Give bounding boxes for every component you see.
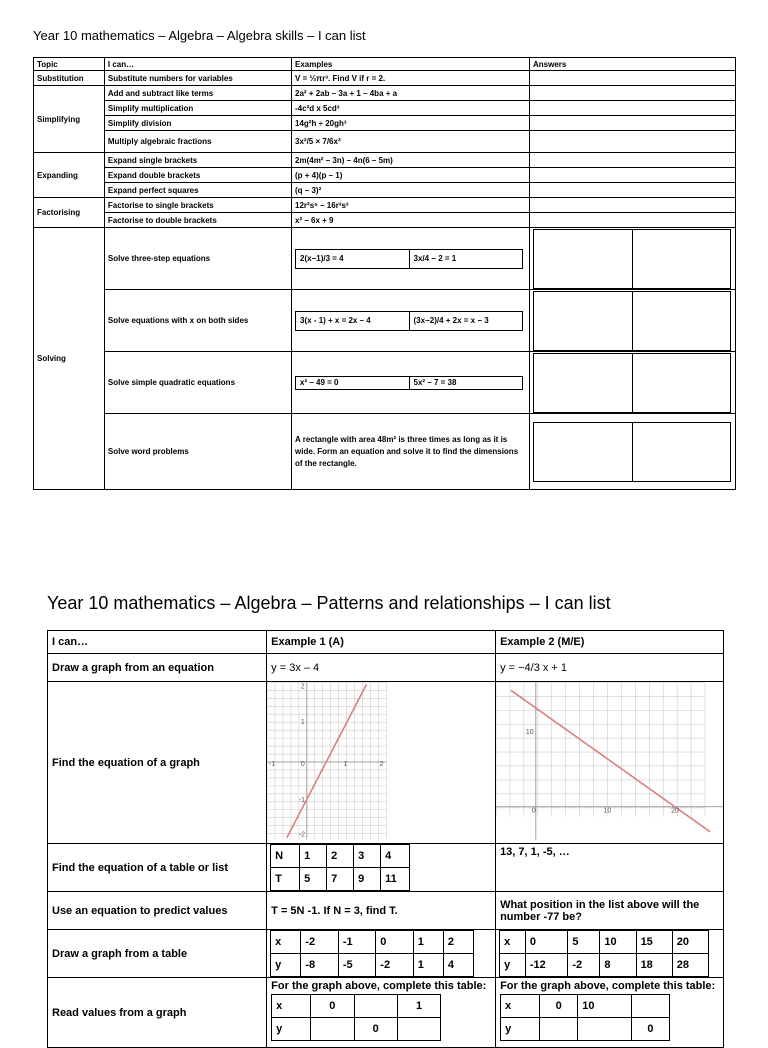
table-row (48, 978, 724, 1048)
example-cell: x² – 6x + 9 (292, 213, 530, 228)
header-ican: I can… (48, 631, 267, 654)
header-ican: I can… (104, 58, 291, 71)
ican-cell: Simplify division (104, 116, 291, 131)
example2-cell: y = −4/3 x + 1 (496, 654, 724, 682)
ican-cell: Expand perfect squares (104, 183, 291, 198)
ican-cell: Expand single brackets (104, 153, 291, 168)
answer-cell[interactable] (529, 228, 735, 290)
answer-box[interactable] (533, 229, 731, 289)
table-cell: -12 (525, 954, 567, 977)
table-cell[interactable] (354, 995, 397, 1018)
topic-cell: Factorising (34, 198, 105, 228)
nt-table (270, 844, 410, 891)
read-table[interactable] (500, 994, 670, 1041)
example-cell: 12r²s⁵ – 16r³s³ (292, 198, 530, 213)
table-cell: 2 (443, 931, 473, 954)
table-cell: 20 (672, 931, 708, 954)
example1-cell (267, 930, 496, 978)
header-row (34, 58, 736, 71)
table-cell: -2 (376, 954, 413, 977)
example2-cell: 13, 7, 1, -5, … (496, 844, 724, 892)
answer-box[interactable] (533, 353, 731, 413)
algebra-skills-table (33, 57, 736, 490)
equation-a: 2(x−1)/3 = 4 (300, 254, 344, 263)
ican-cell: Draw a graph from an equation (48, 654, 267, 682)
table-cell: x (501, 995, 540, 1018)
table-cell: y (500, 954, 526, 977)
ican-cell: Factorise to double brackets (104, 213, 291, 228)
example2-cell (496, 978, 724, 1048)
table-cell: 8 (600, 954, 636, 977)
xy-table (270, 930, 474, 977)
answer-box[interactable] (533, 291, 731, 351)
table-cell: 4 (381, 845, 410, 868)
answer-cell[interactable] (529, 71, 735, 86)
equation-b: 5x² – 7 = 38 (409, 377, 523, 389)
patterns-table (47, 630, 724, 1048)
table-cell: 28 (672, 954, 708, 977)
tick-label: 2 (379, 760, 384, 768)
ican-cell: Find the equation of a graph (48, 682, 267, 844)
example-cell: (p + 4)(p – 1) (292, 168, 530, 183)
table-row (48, 930, 724, 978)
tick-label: 0 (301, 760, 305, 768)
table-row (48, 892, 724, 930)
table-cell[interactable] (397, 1018, 440, 1041)
answer-cell[interactable] (529, 153, 735, 168)
table-cell[interactable] (311, 1018, 354, 1041)
table-row (48, 682, 724, 844)
instruction-text: For the graph above, complete this table: (271, 980, 487, 992)
example-cell (292, 290, 530, 352)
table-cell: -8 (301, 954, 338, 977)
table-cell: 3 (354, 845, 381, 868)
ican-cell: Solve equations with x on both sides (104, 290, 291, 352)
table-cell[interactable]: 0 (311, 995, 354, 1018)
table-row (34, 183, 736, 198)
answer-box[interactable] (533, 422, 731, 482)
ican-cell: Add and subtract like terms (104, 86, 291, 101)
topic-cell: Simplifying (34, 86, 105, 153)
tick-label: 10 (603, 807, 612, 815)
example-cell: (q – 3)² (292, 183, 530, 198)
example-cell: 2m(4m² – 3n) – 4n(6 – 5m) (292, 153, 530, 168)
xy-table (499, 930, 709, 977)
table-row (34, 131, 736, 153)
table-cell: 5 (568, 931, 600, 954)
example-cell: 2a² + 2ab – 3a + 1 – 4ba + a (292, 86, 530, 101)
table-cell[interactable] (578, 1018, 632, 1041)
table-cell[interactable] (540, 1018, 578, 1041)
tick-label: -1 (269, 760, 276, 768)
header-row (48, 631, 724, 654)
table-row (34, 101, 736, 116)
tick-label: 2 (301, 683, 305, 691)
table-cell: 15 (636, 931, 672, 954)
table-cell: y (271, 954, 301, 977)
table-cell: -1 (338, 931, 375, 954)
table-cell: -5 (338, 954, 375, 977)
ican-cell: Substitute numbers for variables (104, 71, 291, 86)
example-cell (292, 352, 530, 414)
answer-cell[interactable] (529, 86, 735, 101)
table-row (48, 844, 724, 892)
answer-cell[interactable] (529, 116, 735, 131)
topic-cell: Expanding (34, 153, 105, 198)
example-cell: A rectangle with area 48m² is three times as long as it is wide. Form an equation and solve it to find the dimensions of the rectangle. (292, 414, 530, 490)
table-cell: x (271, 931, 301, 954)
example2-cell (496, 930, 724, 978)
table-row (34, 198, 736, 213)
table-cell: 0 (376, 931, 413, 954)
table-cell: 1 (300, 845, 327, 868)
example-cell: -4c²d x 5cd³ (292, 101, 530, 116)
ican-cell: Draw a graph from a table (48, 930, 267, 978)
table-row (48, 654, 724, 682)
header-answers: Answers (529, 58, 735, 71)
tick-label: 10 (525, 729, 534, 737)
instruction-text: For the graph above, complete this table: (500, 980, 716, 992)
table-cell: 1 (413, 931, 443, 954)
table-row (34, 352, 736, 414)
table-row (34, 71, 736, 86)
table-row (34, 86, 736, 101)
answer-cell[interactable] (529, 183, 735, 198)
example1-cell: T = 5N -1. If N = 3, find T. (267, 892, 496, 930)
equation-a: x² – 49 = 0 (300, 378, 339, 387)
section1-title: Year 10 mathematics – Algebra – Algebra skills – I can list (33, 28, 366, 43)
table-cell: 0 (525, 931, 567, 954)
table-cell: -2 (301, 931, 338, 954)
header-example1: Example 1 (A) (267, 631, 496, 654)
example1-cell (267, 844, 496, 892)
table-row (34, 290, 736, 352)
table-row (34, 213, 736, 228)
table-cell[interactable]: 1 (397, 995, 440, 1018)
ican-cell: Read values from a graph (48, 978, 267, 1048)
table-cell: y (272, 1018, 311, 1041)
topic-cell: Solving (34, 228, 105, 490)
table-cell[interactable]: 10 (578, 995, 632, 1018)
ican-cell: Use an equation to predict values (48, 892, 267, 930)
table-cell: 11 (381, 868, 410, 891)
tick-label: 0 (531, 807, 536, 815)
table-row (34, 168, 736, 183)
equation-box (295, 376, 523, 390)
equation-a: 3(x - 1) + x = 2x – 4 (300, 316, 371, 325)
ican-cell: Solve three-step equations (104, 228, 291, 290)
example-cell: 3x²/5 × 7/6x² (292, 131, 530, 153)
answer-cell[interactable] (529, 414, 735, 490)
table-cell[interactable] (631, 995, 669, 1018)
answer-cell[interactable] (529, 198, 735, 213)
table-cell: x (272, 995, 311, 1018)
table-cell[interactable]: 0 (354, 1018, 397, 1041)
table-cell: 10 (600, 931, 636, 954)
equation-b: (3x−2)/4 + 2x = x − 3 (409, 312, 523, 330)
header-examples: Examples (292, 58, 530, 71)
tick-label: -1 (299, 796, 306, 804)
equation-b: 3x/4 − 2 = 1 (409, 250, 523, 268)
answer-cell[interactable] (529, 101, 735, 116)
header-example2: Example 2 (M/E) (496, 631, 724, 654)
table-cell[interactable]: 0 (540, 995, 578, 1018)
table-cell: 5 (300, 868, 327, 891)
tick-label: -2 (299, 831, 306, 839)
table-row (34, 414, 736, 490)
ican-cell: Expand double brackets (104, 168, 291, 183)
answer-cell[interactable] (529, 213, 735, 228)
ican-cell: Factorise to single brackets (104, 198, 291, 213)
graph1-cell (267, 682, 496, 844)
ican-cell: Multiply algebraic fractions (104, 131, 291, 153)
table-cell: 4 (443, 954, 473, 977)
table-cell: 7 (327, 868, 354, 891)
table-cell: 2 (327, 845, 354, 868)
answer-cell[interactable] (529, 168, 735, 183)
table-cell: y (501, 1018, 540, 1041)
equation-box (295, 311, 523, 331)
graph2 (496, 682, 723, 840)
answer-cell[interactable] (529, 290, 735, 352)
table-row (34, 153, 736, 168)
ican-cell: Simplify multiplication (104, 101, 291, 116)
example1-cell: y = 3x – 4 (267, 654, 496, 682)
table-cell: x (500, 931, 526, 954)
table-row (34, 116, 736, 131)
ican-cell: Solve simple quadratic equations (104, 352, 291, 414)
tick-label: 1 (301, 719, 305, 727)
tick-label: 1 (343, 760, 348, 768)
header-topic: Topic (34, 58, 105, 71)
ican-cell: Find the equation of a table or list (48, 844, 267, 892)
example-cell: V = ⅓πr³. Find V if r = 2. (292, 71, 530, 86)
table-cell: 1 (413, 954, 443, 977)
answer-cell[interactable] (529, 131, 735, 153)
graph1 (267, 682, 495, 840)
tick-label: 20 (671, 807, 679, 815)
read-table[interactable] (271, 994, 441, 1041)
topic-cell: Substitution (34, 71, 105, 86)
table-row (34, 228, 736, 290)
ican-cell: Solve word problems (104, 414, 291, 490)
table-cell: 9 (354, 868, 381, 891)
table-cell: 18 (636, 954, 672, 977)
example-cell (292, 228, 530, 290)
graph2-cell (496, 682, 724, 844)
example-cell: 14g²h ÷ 20gh³ (292, 116, 530, 131)
equation-box (295, 249, 523, 269)
example1-cell (267, 978, 496, 1048)
table-cell: T (271, 868, 300, 891)
section2-title: Year 10 mathematics – Algebra – Patterns and relationships – I can list (47, 593, 611, 613)
answer-cell[interactable] (529, 352, 735, 414)
example2-cell: What position in the list above will the number -77 be? (496, 892, 724, 930)
table-cell: N (271, 845, 300, 868)
table-cell[interactable]: 0 (631, 1018, 669, 1041)
table-cell: -2 (568, 954, 600, 977)
